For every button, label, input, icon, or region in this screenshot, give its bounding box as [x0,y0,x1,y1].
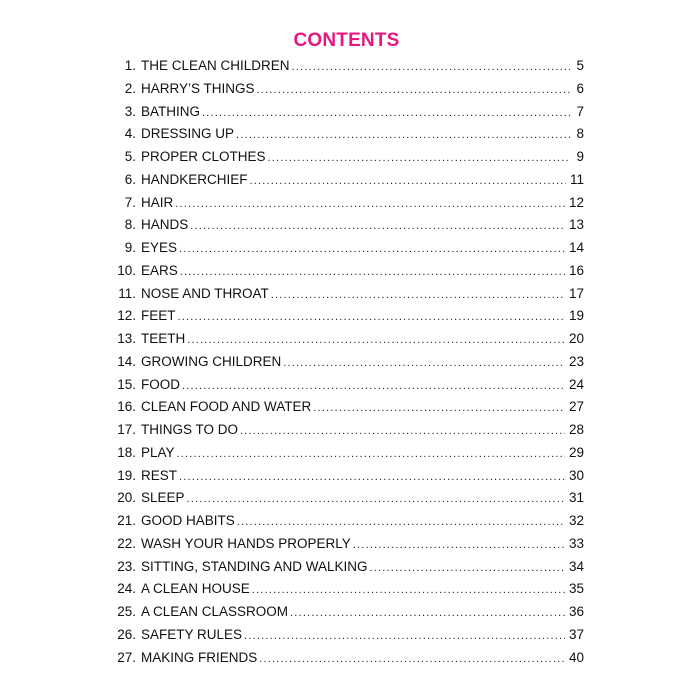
toc-entry-page-number: 23 [568,353,584,369]
toc-entry [108,624,584,647]
toc-entry [108,169,584,192]
toc-entry-title: FOOD [141,376,180,392]
toc-entry [108,419,584,442]
toc-entry [108,533,584,556]
toc-entry-number: 25. [117,604,136,619]
toc-entry-title: PROPER CLOTHES [141,149,266,164]
toc-entry [108,146,584,169]
toc-dot-leader [370,557,565,579]
toc-dot-leader [240,420,565,442]
toc-entry [108,510,584,533]
toc-entry-number: 15. [117,376,136,392]
toc-entry-page-number: 40 [568,649,584,665]
toc-entry [108,556,584,579]
toc-entry-page-number: 17 [568,285,584,301]
toc-dot-leader [179,238,565,260]
toc-entry-number: 10. [117,262,136,278]
toc-entry-number: 7. [124,194,136,210]
toc-entry-page-number: 13 [568,217,584,233]
toc-dot-leader [187,488,565,510]
toc-entry-number: 9. [124,240,136,255]
toc-entry-number: 23. [117,558,136,574]
toc-entry-page-number: 30 [568,467,584,483]
toc-entry-page-number: 14 [568,240,584,255]
toc-entry [108,601,584,624]
toc-entry-page-number: 6 [576,80,584,96]
toc-entry [108,78,584,101]
toc-entry-number: 3. [124,103,136,119]
toc-entry-number: 11. [118,285,136,301]
toc-entry-title: BATHING [141,103,201,119]
toc-entry [108,101,584,124]
toc-entry-number: 12. [117,308,136,324]
toc-entry [108,396,584,419]
toc-entry [108,487,584,510]
toc-entry-number: 4. [124,126,136,142]
toc-entry-page-number: 29 [568,444,584,460]
toc-entry [108,328,584,351]
toc-entry-title: WASH YOUR HANDS PROPERLY [141,535,351,551]
table-of-contents [108,55,584,669]
toc-entry-number: 8. [124,217,136,233]
toc-entry-title: FEET [141,308,176,324]
toc-dot-leader [252,579,565,601]
toc-entry-page-number: 20 [568,331,584,346]
toc-entry-number: 21. [117,513,136,528]
toc-entry-page-number: 32 [568,513,584,528]
toc-dot-leader [190,215,565,237]
toc-dot-leader [250,170,566,192]
toc-entry-number: 20. [117,490,136,506]
toc-dot-leader [177,443,565,465]
toc-dot-leader [244,625,565,647]
toc-entry-page-number: 28 [568,422,584,437]
toc-entry-title: A CLEAN CLASSROOM [141,604,289,619]
toc-entry [108,237,584,260]
toc-entry [108,442,584,465]
toc-entry-page-number: 8 [576,126,584,142]
toc-entry [108,465,584,488]
toc-entry-number: 16. [117,399,136,415]
toc-entry-title: THE CLEAN CHILDREN [141,58,290,73]
toc-entry-number: 14. [117,353,136,369]
toc-dot-leader [180,261,565,283]
toc-entry [108,214,584,237]
toc-entry-title: EARS [141,262,178,278]
toc-entry-title: HANDKERCHIEF [141,171,248,187]
toc-entry-number: 19. [117,467,136,483]
toc-entry [108,192,584,215]
toc-entry-title: CLEAN FOOD AND WATER [141,399,312,415]
toc-entry-page-number: 35 [568,581,584,597]
toc-dot-leader [178,306,565,328]
toc-entry-number: 26. [117,626,136,642]
toc-dot-leader [175,193,565,215]
toc-entry-title: GOOD HABITS [141,513,235,528]
toc-entry-title: PLAY [141,444,175,460]
toc-entry [108,123,584,146]
toc-entry-title: THINGS TO DO [141,422,239,437]
toc-entry-number: 5. [124,149,136,164]
toc-entry-number: 1. [124,58,136,73]
toc-dot-leader [187,329,565,351]
toc-dot-leader [271,284,565,306]
toc-entry [108,374,584,397]
toc-entry-page-number: 33 [568,535,584,551]
toc-dot-leader [283,352,565,374]
toc-entry-title: DRESSING UP [141,126,235,142]
toc-entry-page-number: 5 [576,58,584,73]
toc-entry-title: GROWING CHILDREN [141,353,282,369]
toc-entry-number: 18. [117,444,136,460]
toc-entry-title: REST [141,467,178,483]
toc-dot-leader [236,124,570,146]
toc-dot-leader [179,466,565,488]
toc-entry-number: 2. [124,80,136,96]
toc-dot-leader [290,602,565,624]
toc-entry-number: 27. [117,649,136,665]
toc-entry [108,55,584,78]
toc-entry-title: SAFETY RULES [141,626,243,642]
toc-entry-page-number: 19 [568,308,584,324]
toc-dot-leader [353,534,565,556]
page-title: CONTENTS [293,30,400,51]
toc-entry-number: 17. [117,422,136,437]
toc-dot-leader [268,147,570,169]
toc-entry-title: NOSE AND THROAT [141,285,269,301]
toc-entry [108,647,584,670]
toc-entry-title: A CLEAN HOUSE [141,581,250,597]
toc-dot-leader [257,79,570,101]
toc-entry-page-number: 34 [568,558,584,574]
toc-entry-number: 6. [124,171,136,187]
toc-entry-title: HANDS [141,217,189,233]
toc-dot-leader [182,375,565,397]
toc-dot-leader [202,102,570,124]
toc-entry [108,305,584,328]
toc-entry [108,578,584,601]
toc-entry-page-number: 11 [569,171,584,187]
toc-dot-leader [313,397,565,419]
toc-entry-page-number: 36 [568,604,584,619]
toc-entry [108,260,584,283]
toc-entry [108,283,584,306]
toc-entry-page-number: 31 [568,490,584,506]
toc-dot-leader [237,511,565,533]
toc-entry-page-number: 7 [576,103,584,119]
toc-entry-page-number: 16 [568,262,584,278]
toc-entry-page-number: 12 [568,194,584,210]
toc-dot-leader [292,56,570,78]
toc-entry-title: HAIR [141,194,174,210]
toc-entry-title: TEETH [141,331,186,346]
toc-entry-number: 22. [117,535,136,551]
toc-entry-title: SITTING, STANDING AND WALKING [141,558,368,574]
toc-entry-page-number: 27 [568,399,584,415]
toc-entry [108,351,584,374]
toc-entry-page-number: 9 [576,149,584,164]
toc-entry-title: HARRY’S THINGS [141,80,255,96]
toc-dot-leader [259,648,565,670]
toc-entry-page-number: 24 [568,376,584,392]
toc-entry-title: MAKING FRIENDS [141,649,258,665]
toc-entry-number: 24. [117,581,136,597]
toc-entry-title: SLEEP [141,490,185,506]
toc-entry-title: EYES [141,240,178,255]
toc-entry-number: 13. [117,331,136,346]
toc-entry-page-number: 37 [568,626,584,642]
